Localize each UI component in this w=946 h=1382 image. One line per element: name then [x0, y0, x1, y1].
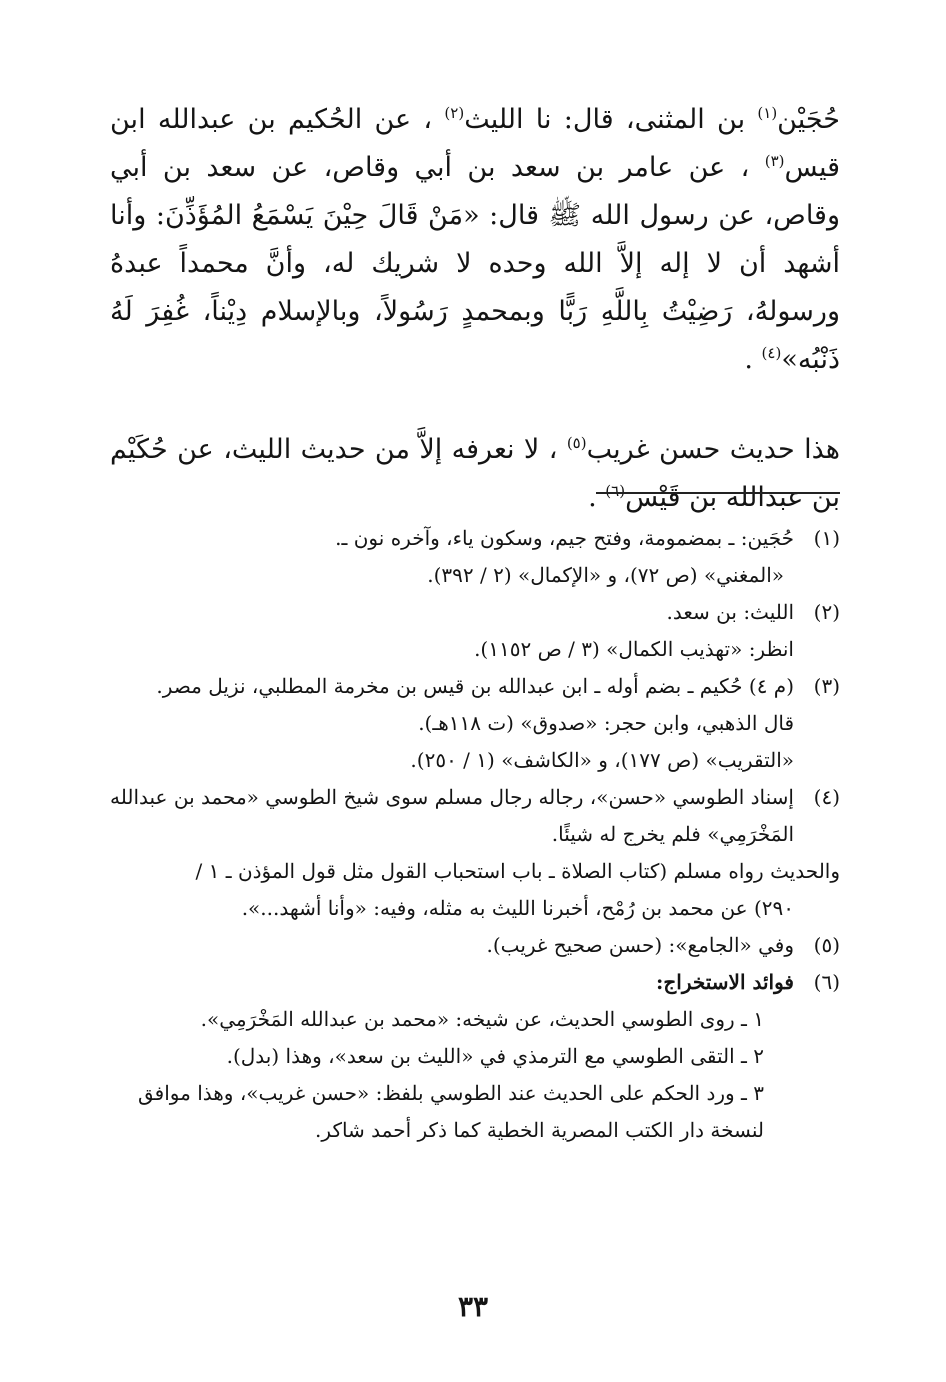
footnote [110, 964, 840, 1149]
footnote-line: قال الذهبي، وابن حجر: «صدوق» (ت ١١٨هـ). [418, 711, 794, 735]
footnote [110, 927, 840, 964]
footnote-divider [596, 492, 840, 494]
footnote-line: ٣ ـ ورد الحكم على الحديث عند الطوسي بلفظ: «حسن غريب»، وهذا موافق [138, 1081, 764, 1105]
footnote-line: لنسخة دار الكتب المصرية الخطية كما ذكر أحمد شاكر. [315, 1118, 764, 1142]
footnote-line: ١ ـ روى الطوسي الحديث، عن شيخه: «محمد بن عبدالله المَخْرَمِي». [200, 1007, 764, 1031]
footnote-ref: (٥) [566, 434, 587, 452]
matn-text: ، عن عامر بن سعد بن أبي وقاص، عن سعد بن أبي وقاص، عن رسول الله ﷺ قال: «مَنْ قَالَ حِيْنَ يَسْمَعُ المُؤَذِّنَ: وأنا أشهد أن لا إله إلاَّ الله وحده لا شريك له، وأنَّ محمداً عبدهُ ورسولهُ، رَضِيْتُ بِاللَّهِ رَبًّا وبمحمدٍ رَسُولاً، وبالإسلام دِيْناً، غُفِرَ لَهُ ذَنْبُه» [110, 152, 840, 375]
footnote-number: (١) [813, 526, 840, 550]
footnote-line: (م ٤) حُكيم ـ بضم أوله ـ ابن عبدالله بن قيس بن مخرمة المطلبي، نزيل مصر. [156, 674, 794, 698]
footnote-line: وفي «الجامع»: (حسن صحيح غريب). [486, 933, 794, 957]
footnote-number: (٦) [813, 970, 840, 994]
page-number: ٣٣ [457, 1290, 489, 1323]
hadith-text [110, 96, 840, 522]
footnote [110, 779, 840, 927]
end-mark: . [744, 344, 762, 375]
footnote-ref: (١) [757, 104, 778, 122]
footnote-line: حُجَين: ـ بمضمومة، وفتح جيم، وسكون ياء، وآخره نون ـ. [335, 526, 794, 550]
footnote-line: إسناد الطوسي «حسن»، رجاله رجال مسلم سوى شيخ الطوسي «محمد بن عبدالله [110, 785, 794, 809]
footnote-ref: (٢) [444, 104, 465, 122]
footnote-number: (٤) [813, 785, 840, 809]
footnote-line: الليث: بن سعد. [666, 600, 794, 624]
footnote [110, 520, 840, 594]
footnote-line: ٢٩٠) عن محمد بن رُمْح، أخبرنا الليث به مثله، وفيه: «وأنا أشهد...». [241, 896, 794, 920]
end-mark: . [588, 482, 606, 513]
footnote-line: المَخْرَمِي» فلم يخرج له شيئًا. [551, 822, 794, 846]
footnote-line: فوائد الاستخراج: [655, 970, 794, 994]
hadith-paragraph [110, 96, 840, 384]
grading-text: هذا حديث حسن غريب [586, 434, 840, 465]
footnote-line: «التقريب» (ص ١٧٧)، و «الكاشف» (١ / ٢٥٠). [410, 748, 794, 772]
footnotes-section [110, 520, 840, 1149]
footnote-line: والحديث رواه مسلم (كتاب الصلاة ـ باب استحباب القول مثل قول المؤذن ـ ١ / [195, 859, 840, 883]
footnote [110, 668, 840, 779]
footnote-line: «المغني» (ص ٧٢)، و «الإكمال» (٢ / ٣٩٢). [427, 563, 784, 587]
footnote-number: (٥) [813, 933, 840, 957]
footnote-line: انظر: «تهذيب الكمال» (٣ / ص ١١٥٢). [474, 637, 794, 661]
footnote-number: (٢) [813, 600, 840, 624]
footnote-number: (٣) [813, 674, 840, 698]
narrator-name: حُجَيْن [777, 104, 840, 135]
isnad-text: ، عن الحُكيم بن عبدالله ابن قيس [110, 104, 840, 183]
isnad-text: بن المثنى، قال: نا الليث [464, 104, 758, 135]
grading-text: ، لا نعرفه إلاَّ من حديث الليث، عن حُكَيْم بن عبدالله بن قَيْس [110, 434, 840, 513]
grading-paragraph [110, 426, 840, 522]
footnote-ref: (٣) [764, 152, 785, 170]
footnote-line: ٢ ـ التقى الطوسي مع الترمذي في «الليث بن سعد»، وهذا (بدل). [226, 1044, 764, 1068]
footnote-ref: (٤) [761, 344, 782, 362]
footnote-ref: (٦) [605, 482, 626, 500]
footnote [110, 594, 840, 668]
